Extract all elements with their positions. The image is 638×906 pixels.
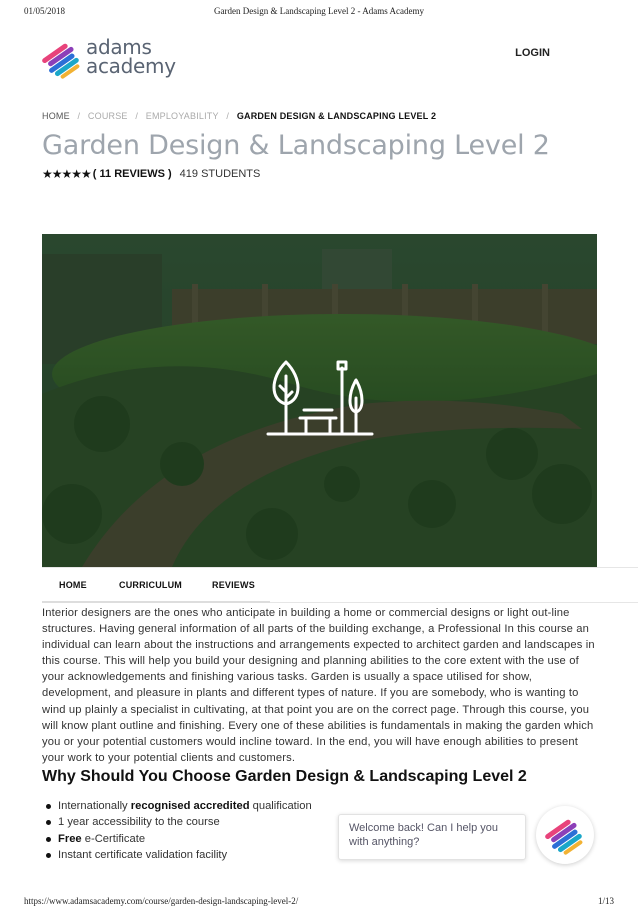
logo-line-1: adams [86, 35, 152, 59]
course-rating [42, 167, 260, 181]
benefit-text: Internationally [58, 800, 131, 812]
chat-logo-icon [545, 816, 585, 856]
print-title: Garden Design & Landscaping Level 2 - Adams Academy [214, 6, 424, 16]
benefit-text: Instant certificate validation facility [58, 848, 228, 861]
benefit-text: e-Certificate [81, 832, 146, 845]
tab-home[interactable]: HOME [59, 580, 87, 590]
reviews-count-link[interactable]: ( 11 REVIEWS ) [92, 168, 172, 180]
benefits-list [44, 798, 312, 863]
tab-reviews[interactable]: REVIEWS [212, 580, 255, 590]
benefit-highlight: recognised accredited [130, 800, 250, 812]
print-page-number: 1/13 [597, 896, 614, 906]
list-item [44, 831, 312, 847]
breadcrumb-home[interactable]: HOME [42, 111, 70, 121]
login-link[interactable]: LOGIN [515, 47, 550, 59]
breadcrumb-course[interactable]: COURSE [87, 111, 128, 121]
breadcrumb-separator: / [77, 111, 81, 121]
list-item [44, 814, 312, 830]
breadcrumb-current: GARDEN DESIGN & LANDSCAPING LEVEL 2 [236, 111, 437, 121]
chat-welcome-bubble[interactable] [338, 814, 526, 860]
students-count: 419 STUDENTS [179, 168, 261, 180]
active-tab-indicator [42, 601, 270, 603]
tab-curriculum[interactable]: CURRICULUM [119, 580, 182, 590]
breadcrumb [42, 111, 441, 121]
print-url: https://www.adamsacademy.com/course/garden-design-landscaping-level-2/ [24, 896, 299, 906]
benefit-highlight: Free [58, 832, 82, 845]
park-bench-trees-icon [260, 358, 380, 448]
page-title: Garden Design & Landscaping Level 2 [42, 130, 550, 161]
breadcrumb-category[interactable]: EMPLOYABILITY [145, 111, 219, 121]
print-date: 01/05/2018 [24, 6, 66, 16]
adams-academy-logo[interactable] [42, 35, 176, 82]
course-description: Interior designers are the ones who anticipate in building a home or commercial designs or light out-line structures. Having general information of all parts of the building exchange, a Professional In this course an individual can learn about the instructions and arrangements expected to architect garden and landscapes in this course. This will help you build your designing and planning abilities to the core extent with the use of your acknowledgements and finishing various tasks. Garden is usually a space utilised for show, development, and pleasure in plants and different types of nature. If you are somebody, who is wanting to wind up plainly a specialist in cultivating, at that point you are on the correct page. Through this course, you will know plant outline and finishing. Every one of these abilities is fundamentals in making the garden which you or your potential customers would incline toward. In the end, you will have enough abilities to present your work to your potential clients and customers. [42, 607, 595, 764]
breadcrumb-separator: / [226, 111, 230, 121]
course-tabs [42, 567, 638, 603]
breadcrumb-separator: / [135, 111, 139, 121]
logo-text [86, 35, 176, 78]
chat-launcher-button[interactable] [536, 806, 594, 864]
course-hero-image [42, 234, 597, 567]
star-rating-icon: ★★★★★ [42, 167, 91, 181]
list-item [44, 798, 312, 814]
chat-message: Welcome back! Can I help you with anything? [349, 822, 498, 848]
logo-icon [42, 40, 82, 80]
why-choose-heading: Why Should You Choose Garden Design & Landscaping Level 2 [42, 768, 527, 785]
benefit-text: 1 year accessibility to the course [58, 816, 220, 829]
logo-line-2: academy [86, 54, 176, 78]
benefit-text: qualification [249, 800, 312, 812]
list-item [44, 847, 312, 863]
